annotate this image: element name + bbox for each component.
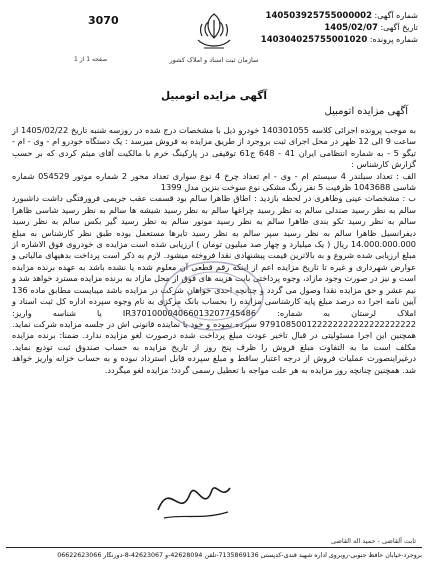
- meta-case-number: شماره پرونده: 140304025755001020: [260, 35, 418, 45]
- notice-title: آگهی مزایده اتومبیل: [161, 90, 267, 102]
- iran-emblem-logo: [186, 8, 242, 56]
- meta-notice-date: تاریخ آگهی: 1405/02/07: [324, 23, 418, 33]
- signer-name: ثابت آلقاضی - حمید اله القاضی: [330, 537, 416, 545]
- notice-metadata: [260, 10, 418, 46]
- body-paragraph-intro: به موجب پرونده اجرائی کلاسه 140301055 خودرو ذیل با مشخصات درج شده در روزسه شنبه تاریخ 1405/02/22 از ساعت 9 الی 12 ظهر در محل اجرای ثبت بروجرد از طریق مزایده به فروش میرسد : یک دستگاه خودرو ام - وی - ام - تیگو 5 - به شماره انتظامی ایران 41 - 648 ج61 توقیفی در پارکینگ خرم با مالکیت آقای میثم کردی که بر حسب گزارش کارشناس :: [12, 125, 417, 170]
- body-paragraph-conditions: ب : مشخصات عینی وظاهری در لحظه بازدید : اطاق ظاهرا سالم بود قسمت عقب جریمی فرورفتگی داشت داشبورد سالم به نظر رسید صندلی سالم به نظر رسید چراغها سالم به نظر رسید شیشه ها سالم به نظر رسید شاسی ظاهرا سالم به نظر رسید تکو بندی ظاهرا سالم به نظر رسید موتور سالم به نظر رسید گیر بکس سالم به نظر رسید دیفرانسیل ظاهرا سالم به نظر رسید سپر سالم به نظر رسید تایرها مستعمل بوده طبق نظر کارشناس به مبلغ 14.000.000.000 ریال ( یک میلیارد و چهار صد میلیون تومان ) ارزیابی شده است مزایده ی خودروی فوق الاشاره از مبلغ ارزیابی شده شروع و به بالاترین قیمت پیشنهادی نقدا فروخته میشود. لازم به ذکر است پرداخت بدهیهای مالیاتی و عوارض شهرداری و غیره تا تاریخ مزایده اعم از اینکه رقم قطعی آن معلوم شده یا نشده باشد به عهده برنده مزایده است و نیز در صورت وجود مازاد، وجوه پرداختی بابت هزینه های فوق از محل مازاد به برنده مزایده مسترد خواهد شد و نیم عشر و حق مزایده نقدا وصول می گردد و چنانچه احدی خواهان شرکت در مزایده باشد میبایست مطابق ماده 136 آیین نامه اجرا ده درصد مبلغ پایه کارشناسی مزایده را بحساب بانک مرکزی به نام وجوه سپرده اداره کل ثبت اسناد و املاک لرستان به شماره: IR370100004066013207745486 یا شناسه واریز: 979108500122222222222222222222 سپرده نموده و خود یا نماینده قانونی اش در جلسه مزایده شرکت نماید. همچنین این اجرا مسئولیتی در قبال تاخیر عودت مبلغ پرداخت شده درصورت لغو مزایده ندارد. ضمنا: برنده مزایده مکلف است ما به التفاوت مبلغ فروش را ظرف پنج روز از تاریخ مزایده به حساب صندوق ثبت تودیع نماید. درغیراینصورت عملیات فروش از درجه اعتبار ساقط و مبلغ سپرده قابل استرداد نبوده و به حساب خزانه واریز خواهد شد. همچنین چنانچه روز مزایده به هر علت مواجه با تعطیل رسمی گردد؛ مزایده لغو میگردد.: [12, 193, 416, 375]
- document-number: 3070: [88, 14, 119, 27]
- organization-name: سازمان ثبت اسناد و املاک کشور: [169, 56, 259, 64]
- body-paragraph-specs: الف : تعداد سیلندر 4 سیستم ام - وی - ام تعداد چرخ 4 نوع سواری تعداد محور 2 شماره موتور 054529 شماره شاسی 1043688 ظرفیت 5 نفر رنگ مشکی نوع سوخت بنزین مدل 1399: [12, 170, 417, 193]
- page-indicator: صفحه 1 از 1: [74, 56, 108, 63]
- footer-address: بروجرد-خیابان حافظ جنوبی-روبروی اداره شهید قندی-کدپستی 7135869136-تلفن 42628094-و 42623067-8-دورنگار 06622623066: [57, 552, 422, 559]
- handwritten-signature: [150, 470, 238, 530]
- notice-body: [12, 125, 416, 376]
- footer-divider: [6, 547, 422, 548]
- official-stamp: [158, 256, 268, 336]
- meta-notice-number: شماره آگهی: 140503925755000002: [265, 11, 418, 21]
- notice-subtitle: آگهی مزایده اتومبیل: [324, 106, 408, 117]
